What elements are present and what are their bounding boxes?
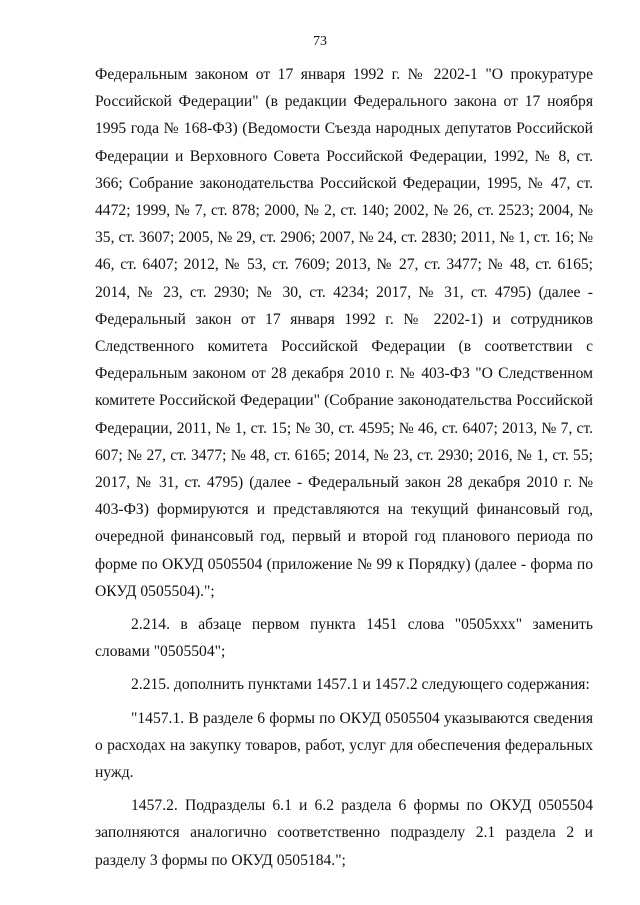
page-number: 73: [313, 34, 327, 49]
paragraph-2-214: 2.214. в абзаце первом пункта 1451 слова "0505ххх" заменить словами "0505504";: [95, 616, 593, 661]
paragraph-1457-2: 1457.2. Подразделы 6.1 и 6.2 раздела 6 формы по ОКУД 0505504 заполняются аналогично соответственно подразделу 2.1 раздела 2 и разделу 3 формы по ОКУД 0505184.";: [95, 797, 593, 869]
paragraph-2-215: 2.215. дополнить пунктами 1457.1 и 1457.2 следующего содержания:: [131, 676, 590, 694]
paragraph-1457-1: "1457.1. В разделе 6 формы по ОКУД 0505504 указываются сведения о расходах на закупку товаров, работ, услуг для обеспечения федеральных нужд.: [95, 709, 593, 782]
document-body: [95, 61, 593, 874]
paragraph-continuation: Федеральным законом от 17 января 1992 г. № 2202-1 "О прокуратуре Российской Федерации" (в редакции Федерального закона от 17 ноября 1995 года № 168-ФЗ) (Ведомости Съезда народных депутатов Российской Федерации и Верховного Совета Российской Федерации, 1992, № 8, ст. 366; Собрание законодательства Российской Федерации, 1995, № 47, ст. 4472; 1999, № 7, ст. 878; 2000, № 2, ст. 140; 2002, № 26, ст. 2523; 2004, № 35, ст. 3607; 2005, № 29, ст. 2906; 2007, № 24, ст. 2830; 2011, № 1, ст. 16; № 46, ст. 6407; 2012, № 53, ст. 7609; 2013, № 27, ст. 3477; № 48, ст. 6165; 2014, № 23, ст. 2930; № 30, ст. 4234; 2017, № 31, ст. 4795) (далее - Федеральный закон от 17 января 1992 г. № 2202-1) и сотрудников Следственного комитета Российской Федерации (в соответствии с Федеральным законом от 28 декабря 2010 г. № 403-ФЗ "О Следственном комитете Российской Федерации" (Собрание законодательства Российской Федерации, 2011, № 1, ст. 15; № 30, ст. 4595; № 46, ст. 6407; 2013, № 7, ст. 607; № 27, ст. 3477; № 48, ст. 6165; 2014, № 23, ст. 2930; 2016, № 1, ст. 55; 2017, № 31, ст. 4795) (далее - Федеральный закон 28 декабря 2010 г. № 403-ФЗ) формируются и представляются на текущий финансовый год, очередной финансовый год, первый и второй год планового периода по форме по ОКУД 0505504 (приложение № 99 к Порядку) (далее - форма по ОКУД 0505504).";: [95, 66, 593, 600]
